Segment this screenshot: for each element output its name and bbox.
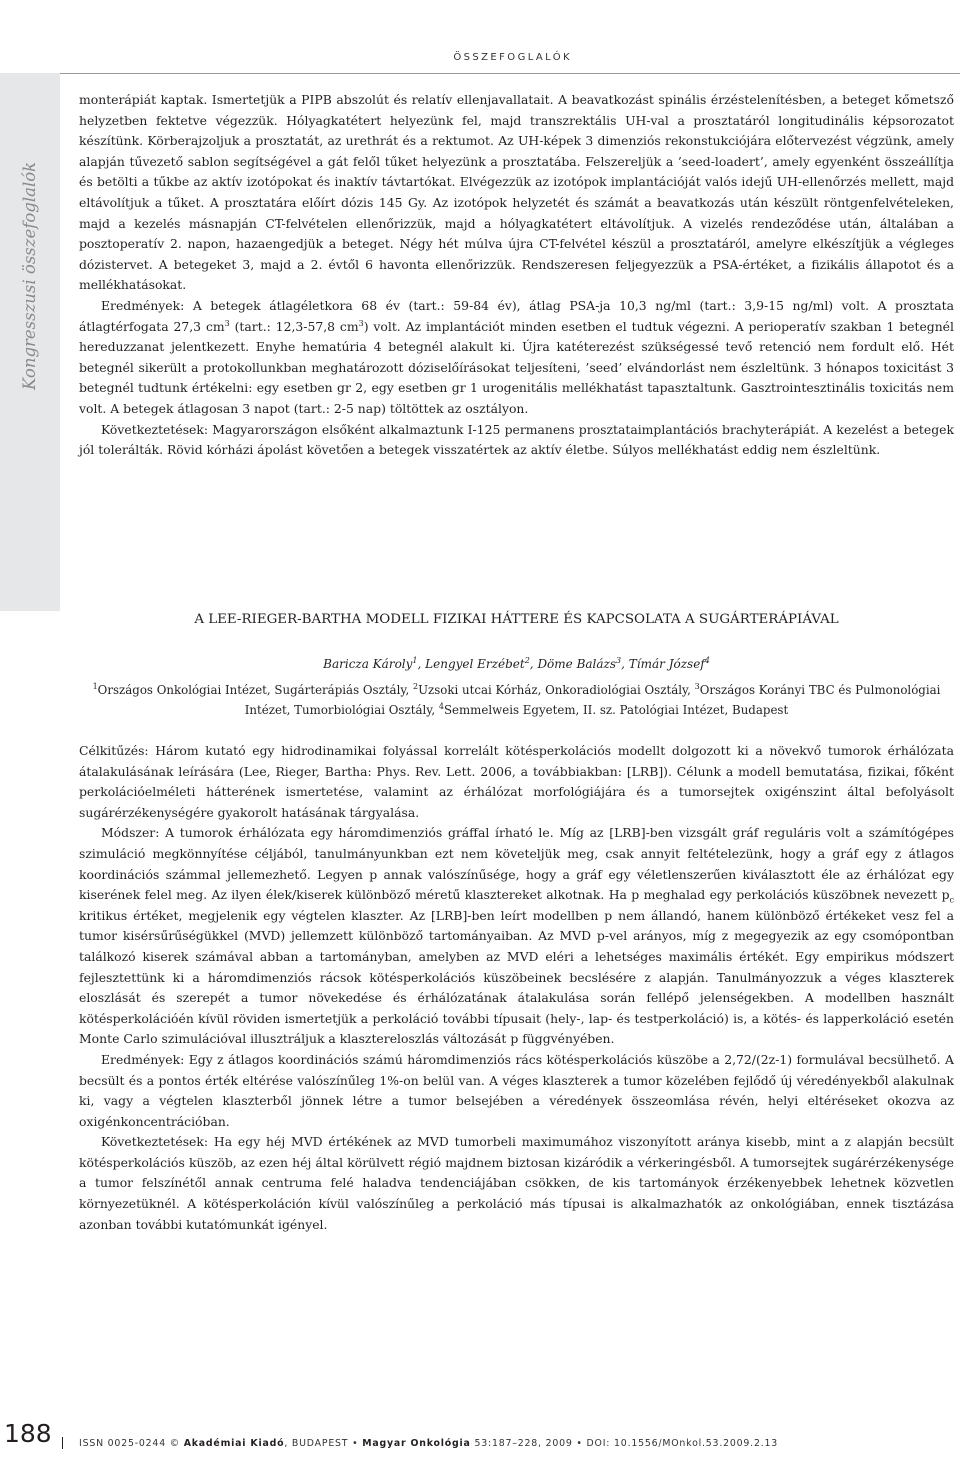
method-text-part: kritikus értéket, megjelenik egy végtelen klaszter. Az [LRB]-ben leírt modellben p nem állandó, hanem különböző értékeket vesz fel a tumor kisérsűrűségükkel (MVD) jellemzett különböző tartományaiban. Az MVD p-vel arányos, míg z megegyezik az egy csomópontban találkozó kiserek számával abban a tartományban, amelyben az MVD eléri a lehetséges maximális értékét. Egy empirikus módszert fejlesztettünk ki a háromdimenziós rácsok kötésperkolációs küszöbeinek becslésére z alapján. Tanulmányozzuk a véges klaszterek eloszlását és szerepét a tumor növekedése és érhálózatának átalakulása során fellépő jelenségekben. A modellben használt kötésperkolációén kívül röviden ismertetjük a perkoláció további típusait (hely-, lap- és testperkoláció) is, a kötés- és lapperkoláció esetén Monte Carlo szimulációval illusztráljuk a klasztereloszlás változását p függvényében. <box>79 907 954 1047</box>
header-rule <box>0 73 960 74</box>
top-article-body <box>79 90 954 461</box>
paragraph-results <box>79 296 954 420</box>
results-text-part: (tart.: 12,3-57,8 cm <box>229 318 359 334</box>
footer-journal: Magyar Onkológia <box>362 1438 471 1449</box>
results-text-part: Eredmények: A betegek átlagéletkora 68 év (tart.: 59-84 év), átlag PSA-ja 10,3 ng/ml (tart.: 3,9-15 ng/ml) volt. A prosztata átlagtérfogata 27,3 cm <box>79 297 954 334</box>
author-sup: 3 <box>616 656 622 665</box>
author-list <box>79 657 954 671</box>
page-number: 188 <box>4 1419 52 1448</box>
author-name: Döme Balázs <box>537 657 617 671</box>
sidebar-vertical-label <box>20 370 40 390</box>
affiliations <box>79 680 954 720</box>
footer-doi: 53:187–228, 2009 • DOI: 10.1556/MOnkol.53.2009.2.13 <box>470 1438 779 1449</box>
results-text-part: ) volt. Az implantációt minden esetben el tudtuk végezni. A perioperatív szakban 1 betegnél hereduzzanat jelentkezett. Enyhe hematúria 4 betegnél alakult ki. Újra katéterezést szükségessé tevő retenció nem fordult elő. Hét betegnél sikerült a protokollunkban meghatározott dóziselőírásokat teljesíteni, ’seed’ elvándorlást nem észleltünk. 3 hónapos toxicitást 3 betegnél tudtunk értékelni: egy esetben gr 2, egy esetben gr 1 urogenitális mellékhatást tapasztaltunk. Gasztrointesztinális toxicitás nem volt. A betegek átlagosan 3 napot (tart.: 2-5 nap) töltöttek az osztályon. <box>79 318 954 416</box>
article-body <box>79 741 954 1235</box>
superscript: 3 <box>224 318 230 328</box>
paragraph-conclusion: Következtetések: Magyarországon elsőként alkalmaztunk I-125 permanens prosztataimplantációs brachyterápiát. A kezelést a betegek jól tolerálták. Rövid kórházi ápolást követően a betegek visszatértek az aktív életbe. Súlyos mellékhatást eddig nem észleltünk. <box>79 421 954 458</box>
author-sup: 4 <box>704 656 710 665</box>
affil-text: Országos Korányi TBC és Pulmonológiai Intézet, Tumorbiológiai Osztály, <box>244 683 941 717</box>
author-name: Lengyel Erzébet <box>425 657 525 671</box>
footer-city: , BUDAPEST • <box>284 1438 363 1449</box>
method-text-part: Módszer: A tumorok érhálózata egy háromdimenziós gráffal írható le. Míg az [LRB]-ben vizsgált gráf reguláris volt a számítógépes szimuláció megkönnyítése céljából, tanulmányunkban ezt nem követeljük meg, csak annyit feltételezünk, hogy a gráf egy z átlagos koordinációs számmal jellemezhető. Legyen p annak valószínűsége, hogy a gráf egy véletlenszerűen kiválasztott éle az érhálózat egy kiserének felel meg. Az ilyen élek/kiserek különböző méretű klasztereket alkotnak. Ha p meghalad egy perkolációs küszöbnek nevezett p <box>79 825 954 903</box>
affil-sup: 4 <box>438 702 444 712</box>
author-name: Baricza Károly <box>323 657 413 671</box>
footer-rule <box>62 1437 63 1449</box>
footer-publisher: Akadémiai Kiadó <box>183 1438 285 1449</box>
paragraph-aim: Célkitűzés: Három kutató egy hidrodinamikai folyással korrelált kötésperkolációs modellt dolgozott ki a növekvő tumorok érhálózata átalakulásának leírására (Lee, Rieger, Bartha: Phys. Rev. Lett. 2006, a továbbiakban: [LRB]). Célunk a modell bemutatása, fizikai, főként perkolációelméleti hátterének ismertetése, valamint az érhálózat morfológiájára és a tumorsejtek oxigénszint által befolyásolt sugárérzékenységére gyakorolt hatásának tárgyalása. <box>79 743 954 820</box>
affil-text: Uzsoki utcai Kórház, Onkoradiológiai Osztály, <box>418 683 695 697</box>
affil-sup: 2 <box>412 682 419 692</box>
author-separator: , <box>529 657 538 671</box>
footer-issn: ISSN 0025-0244 © <box>79 1438 184 1449</box>
author-sup: 2 <box>524 656 530 665</box>
superscript: 3 <box>358 318 364 328</box>
section-label: ÖSSZEFOGLALÓK <box>453 52 572 63</box>
author-name: Tímár József <box>628 657 705 671</box>
affil-sup: 1 <box>92 682 98 692</box>
author-sup: 1 <box>412 656 418 665</box>
paragraph-conclusion: Következtetések: Ha egy héj MVD értékének az MVD tumorbeli maximumához viszonyított aránya kisebb, mint a z alapján becsült kötésperkolációs küszöb, az ezen héj által körülvett régió majdnem biztosan kizáródik a vérkeringésből. A tumorsejtek sugárérzékenysége a tumor felszínétől annak centruma felé haladva tendenciájában csökken, de kis tartományok érzékenyebbek lehetnek közvetlen környezetüknél. A kötésperkoláción kívül valószínűleg a perkoláció más típusai is alkalmazhatók az onkológiában, ennek tisztázása azonban további kutatómunkát igényel. <box>79 1134 954 1232</box>
paragraph-results: Eredmények: Egy z átlagos koordinációs számú háromdimenziós rács kötésperkolációs küszöbe a 2,72/(2z-1) formulával becsülhető. A becsült és a pontos érték eltérése valószínűleg 1%-on belül van. A véges klaszterek a tumor közelében fejlődő új véredényekből alakulnak ki, vagy a végtelen klaszterből jönnek létre a tumor belsejében a véredények összeomlása révén, helyi eltéréseket okozva az oxigénkoncentrációban. <box>79 1051 954 1129</box>
paragraph-procedure: monterápiát kaptak. Ismertetjük a PIPB abszolút és relatív ellenjavallatait. A beavatkozást spinális érzéstelenítésben, a beteget kőmetsző helyzetben fektetve végezzük. Hólyagkatétert helyezünk fel, majd transzrektális UH-val a prosztatáról longitudinális képsorozatot készítünk. Körberajzoljuk a prosztatát, az urethrát és a rektumot. Az UH-képek 3 dimenziós rekonstukciójára előtervezést végzünk, amely alapján tűvezető sablon segítségével a gát felől tűket helyezünk a prosztatába. Felszereljük a ’seed-loadert’, amely egyenként összeállítja és betölti a tűkbe az aktív izotópokat és inaktív távtartókat. Elvégezzük az izotópok implantációját valós idejű UH-ellenőrzés mellett, majd eltávolítjuk a tűket. A prosztatára előírt dózis 145 Gy. Az izotópok helyzetét és számát a beavatkozás után készült röntgenfelvételeken, majd a kezelés másnapján CT-felvételen ellenőrizzük, majd a hólyagkatétert eltávolítjuk. A vizelés rendeződése után, általában a posztoperatív 2. napon, hazaengedjük a beteget. Négy hét múlva újra CT-felvétel készül a prosztatáról, amelyre elkészítjük a végleges dózistervet. A betegeket 3, majd a 2. évtől 6 havonta ellenőrizzük. Rendszeresen feljegyezzük a PSA-értéket, a fizikális állapotot és a mellékhatásokat. <box>79 92 954 293</box>
affil-text: Országos Onkológiai Intézet, Sugárterápiás Osztály, <box>97 683 413 697</box>
author-separator: , <box>621 657 629 671</box>
paragraph-method <box>79 823 954 1050</box>
author-separator: , <box>417 657 426 671</box>
subscript: c <box>949 895 954 905</box>
article-title: A LEE-RIEGER-BARTHA MODELL FIZIKAI HÁTTERE ÉS KAPCSOLATA A SUGÁRTERÁPIÁVAL <box>194 612 839 627</box>
footer-citation <box>79 1438 778 1449</box>
affil-sup: 3 <box>694 682 700 692</box>
affil-text: Semmelweis Egyetem, II. sz. Patológiai Intézet, Budapest <box>443 703 789 717</box>
